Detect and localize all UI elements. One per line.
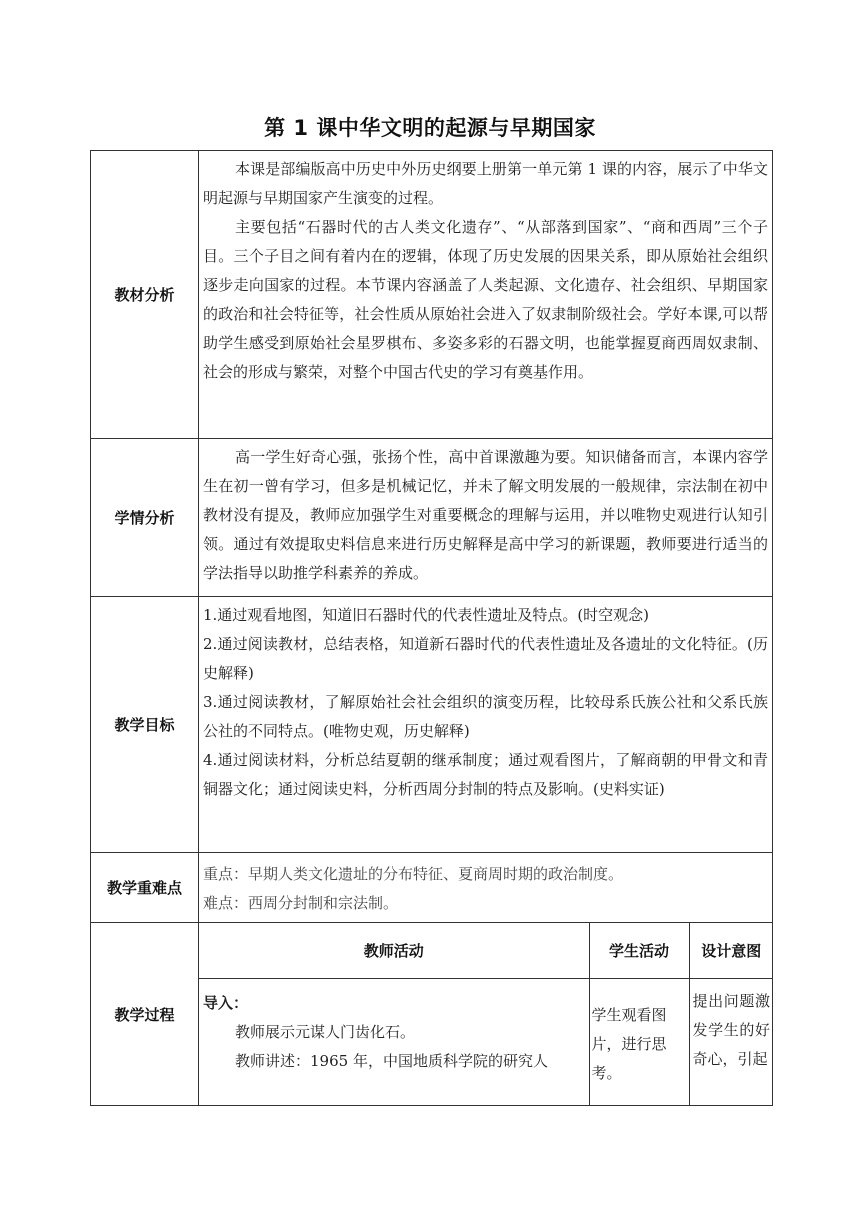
material-paragraph-1: 本课是部编版高中历史中外历史纲要上册第一单元第 1 课的内容，展示了中华文明起源与早期国家产生演变的过程。 <box>203 160 768 207</box>
goal-item-1: 1.通过观看地图，知道旧石器时代的代表性遗址及特点。(时空观念) <box>203 606 650 624</box>
teacher-line-2: 教师讲述：1965 年，中国地质科学院的研究人 <box>235 1051 548 1070</box>
goal-item-2: 2.通过阅读教材，总结表格，知道新石器时代的代表性遗址及各遗址的文化特征。(历史解释) <box>203 635 768 682</box>
students-paragraph: 高一学生好奇心强，张扬个性，高中首课激趣为要。知识储备而言，本课内容学生在初一曾有学习，但多是机械记忆，并未了解文明发展的一般规律，宗法制在初中教材没有提及，教师应加强学生对重要概念的理解与运用，并以唯物史观进行认知引领。通过有效提取史料信息来进行历史解释是高中学习的新课题，教师要进行适当的学法指导以助推学科素养的养成。 <box>203 448 768 582</box>
row-key-points <box>91 853 773 923</box>
teacher-line-1: 教师展示元谋人门齿化石。 <box>235 1022 416 1041</box>
header-teacher-activity: 教师活动 <box>199 923 589 978</box>
key-point-item: 重点：早期人类文化遗址的分布特征、夏商周时期的政治制度。 <box>203 865 624 883</box>
header-student-activity: 学生活动 <box>589 923 689 978</box>
label-material-analysis: 教材分析 <box>91 151 199 439</box>
row-teaching-goals <box>91 597 773 853</box>
material-paragraph-2: 主要包括“石器时代的古人类文化遗存”、“从部落到国家”、“商和西周”三个子目。三个子目之间有着内在的逻辑，体现了历史发展的因果关系，即从原始社会组织逐步走向国家的过程。本节课内容涵盖了人类起源、文化遗存、社会组织、早期国家的政治和社会特征等，社会性质从原始社会进入了奴隶制阶级社会。学好本课,可以帮助学生感受到原始社会星罗棋布、多姿多彩的石器文明，也能掌握夏商西周奴隶制、社会的形成与繁荣，对整个中国古代史的学习有奠基作用。 <box>203 218 768 381</box>
page-title: 第 1 课中华文明的起源与早期国家 <box>264 116 596 140</box>
label-key-points: 教学重难点 <box>91 853 199 923</box>
label-teaching-goals: 教学目标 <box>91 597 199 853</box>
student-activity-text: 学生观看图片，进行思考。 <box>591 1005 667 1082</box>
row-material-analysis <box>91 151 773 439</box>
row-teaching-process <box>91 923 773 1106</box>
difficult-point-item: 难点：西周分封制和宗法制。 <box>203 894 399 912</box>
goal-item-4: 4.通过阅读材料，分析总结夏朝的继承制度；通过观看图片，了解商朝的甲骨文和青铜器文化；通过阅读史料，分析西周分封制的特点及影响。(史料实证) <box>203 751 768 798</box>
intro-heading: 导入： <box>203 993 249 1012</box>
design-intent-text: 提出问题激发学生的好奇心，引起 <box>692 991 770 1068</box>
goal-item-3: 3.通过阅读教材，了解原始社会社会组织的演变历程，比较母系氏族公社和父系氏族公社的不同特点。(唯物史观，历史解释) <box>203 693 768 740</box>
header-design-intent: 设计意图 <box>689 923 773 978</box>
process-table <box>199 923 773 1105</box>
row-student-analysis <box>91 439 773 597</box>
label-teaching-process: 教学过程 <box>91 923 199 1106</box>
lesson-plan-table <box>90 150 773 1106</box>
label-student-analysis: 学情分析 <box>91 439 199 597</box>
